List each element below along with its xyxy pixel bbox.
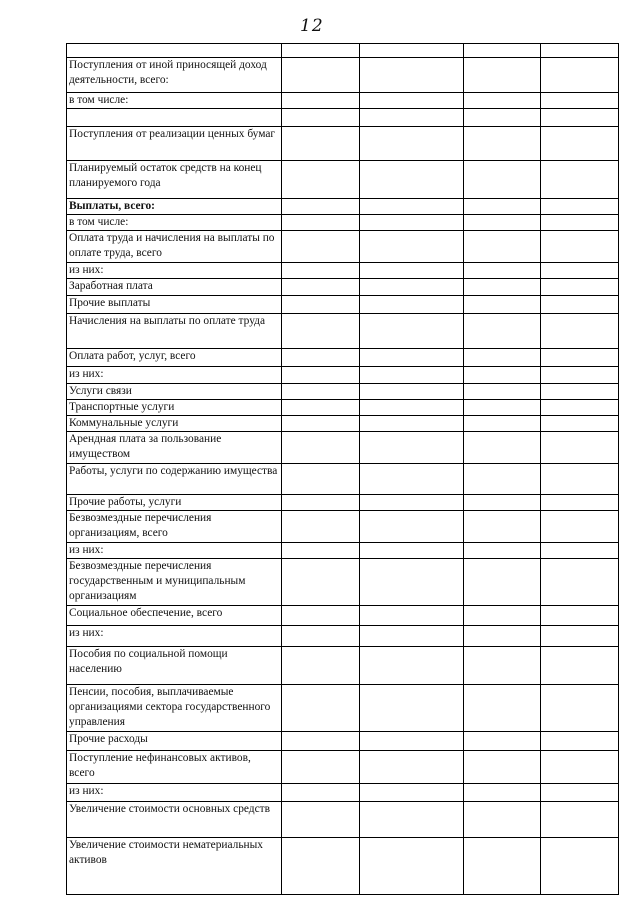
table-row: [67, 802, 619, 838]
page-number: 12: [300, 16, 324, 36]
value-cell: [360, 416, 464, 432]
value-cell: [282, 384, 360, 400]
value-cell: [360, 263, 464, 279]
value-cell: [464, 838, 541, 895]
row-label: из них:: [67, 263, 282, 279]
value-cell: [360, 685, 464, 732]
value-cell: [360, 559, 464, 606]
value-cell: [360, 732, 464, 751]
value-cell: [541, 416, 619, 432]
table-row: [67, 296, 619, 314]
table-row: [67, 127, 619, 161]
value-cell: [464, 384, 541, 400]
row-label: Прочие расходы: [67, 732, 282, 751]
value-cell: [541, 215, 619, 231]
row-label: Оплата работ, услуг, всего: [67, 349, 282, 367]
row-label: Безвозмездные перечисления организациям, всего: [67, 511, 282, 543]
value-cell: [464, 606, 541, 626]
value-cell: [541, 400, 619, 416]
value-cell: [360, 44, 464, 58]
value-cell: [464, 432, 541, 464]
row-label: Арендная плата за пользование имуществом: [67, 432, 282, 464]
value-cell: [360, 606, 464, 626]
value-cell: [282, 263, 360, 279]
value-cell: [282, 838, 360, 895]
table-row: [67, 93, 619, 109]
value-cell: [282, 543, 360, 559]
row-label: Поступления от реализации ценных бумаг: [67, 127, 282, 161]
value-cell: [541, 314, 619, 349]
value-cell: [541, 161, 619, 199]
value-cell: [360, 279, 464, 296]
row-label: Транспортные услуги: [67, 400, 282, 416]
value-cell: [360, 231, 464, 263]
value-cell: [541, 432, 619, 464]
row-label: Начисления на выплаты по оплате труда: [67, 314, 282, 349]
table-row: [67, 432, 619, 464]
value-cell: [464, 161, 541, 199]
row-label: Социальное обеспечение, всего: [67, 606, 282, 626]
value-cell: [541, 44, 619, 58]
value-cell: [464, 314, 541, 349]
value-cell: [464, 685, 541, 732]
table-row: [67, 685, 619, 732]
value-cell: [464, 647, 541, 685]
value-cell: [282, 58, 360, 93]
value-cell: [464, 127, 541, 161]
table-row: [67, 109, 619, 127]
row-label: Работы, услуги по содержанию имущества: [67, 464, 282, 495]
value-cell: [541, 464, 619, 495]
table-row: [67, 464, 619, 495]
value-cell: [282, 367, 360, 384]
value-cell: [464, 263, 541, 279]
table-row: [67, 314, 619, 349]
value-cell: [464, 44, 541, 58]
table-row: [67, 626, 619, 647]
value-cell: [541, 802, 619, 838]
value-cell: [541, 511, 619, 543]
value-cell: [360, 384, 464, 400]
table-row: [67, 606, 619, 626]
table-row: [67, 495, 619, 511]
value-cell: [282, 559, 360, 606]
value-cell: [360, 367, 464, 384]
value-cell: [541, 93, 619, 109]
row-label: Услуги связи: [67, 384, 282, 400]
value-cell: [360, 400, 464, 416]
value-cell: [282, 495, 360, 511]
table-row: [67, 279, 619, 296]
table-row: [67, 511, 619, 543]
value-cell: [464, 349, 541, 367]
row-label: Заработная плата: [67, 279, 282, 296]
table-row: [67, 161, 619, 199]
value-cell: [541, 543, 619, 559]
value-cell: [282, 751, 360, 784]
value-cell: [282, 93, 360, 109]
value-cell: [360, 93, 464, 109]
value-cell: [360, 58, 464, 93]
value-cell: [464, 109, 541, 127]
value-cell: [464, 279, 541, 296]
value-cell: [282, 109, 360, 127]
value-cell: [541, 231, 619, 263]
row-label: Прочие работы, услуги: [67, 495, 282, 511]
value-cell: [282, 199, 360, 215]
table-row: [67, 751, 619, 784]
row-label: Планируемый остаток средств на конец планируемого года: [67, 161, 282, 199]
value-cell: [282, 606, 360, 626]
value-cell: [360, 296, 464, 314]
row-label: из них:: [67, 784, 282, 802]
value-cell: [360, 647, 464, 685]
value-cell: [360, 495, 464, 511]
table-row: [67, 838, 619, 895]
budget-table-body: [67, 44, 619, 895]
value-cell: [541, 384, 619, 400]
budget-table: [66, 43, 619, 895]
value-cell: [541, 279, 619, 296]
value-cell: [464, 559, 541, 606]
table-row: [67, 647, 619, 685]
value-cell: [541, 732, 619, 751]
value-cell: [360, 838, 464, 895]
table-row: [67, 732, 619, 751]
value-cell: [464, 199, 541, 215]
row-label: в том числе:: [67, 215, 282, 231]
row-label: Поступления от иной приносящей доход деятельности, всего:: [67, 58, 282, 93]
value-cell: [282, 231, 360, 263]
value-cell: [360, 784, 464, 802]
table-row: [67, 199, 619, 215]
value-cell: [541, 58, 619, 93]
value-cell: [464, 511, 541, 543]
row-label: [67, 109, 282, 127]
value-cell: [282, 626, 360, 647]
value-cell: [464, 58, 541, 93]
value-cell: [360, 751, 464, 784]
table-row: [67, 231, 619, 263]
value-cell: [541, 606, 619, 626]
row-label: из них:: [67, 626, 282, 647]
value-cell: [282, 784, 360, 802]
value-cell: [541, 838, 619, 895]
value-cell: [360, 432, 464, 464]
row-label: в том числе:: [67, 93, 282, 109]
value-cell: [360, 127, 464, 161]
value-cell: [282, 416, 360, 432]
value-cell: [541, 367, 619, 384]
value-cell: [464, 784, 541, 802]
value-cell: [541, 647, 619, 685]
value-cell: [360, 161, 464, 199]
row-label: Увеличение стоимости основных средств: [67, 802, 282, 838]
value-cell: [464, 732, 541, 751]
value-cell: [541, 784, 619, 802]
value-cell: [360, 109, 464, 127]
value-cell: [360, 199, 464, 215]
value-cell: [360, 626, 464, 647]
value-cell: [282, 802, 360, 838]
value-cell: [282, 161, 360, 199]
table-row: [67, 367, 619, 384]
value-cell: [464, 93, 541, 109]
row-label: Выплаты, всего:: [67, 199, 282, 215]
value-cell: [282, 511, 360, 543]
table-row: [67, 44, 619, 58]
value-cell: [282, 279, 360, 296]
row-label: Оплата труда и начисления на выплаты по оплате труда, всего: [67, 231, 282, 263]
value-cell: [360, 543, 464, 559]
table-row: [67, 58, 619, 93]
value-cell: [282, 647, 360, 685]
value-cell: [282, 732, 360, 751]
value-cell: [541, 751, 619, 784]
value-cell: [464, 296, 541, 314]
value-cell: [282, 400, 360, 416]
row-label: Пособия по социальной помощи населению: [67, 647, 282, 685]
table-row: [67, 400, 619, 416]
value-cell: [541, 349, 619, 367]
value-cell: [282, 44, 360, 58]
value-cell: [464, 400, 541, 416]
value-cell: [282, 314, 360, 349]
value-cell: [282, 685, 360, 732]
value-cell: [541, 685, 619, 732]
table-row: [67, 559, 619, 606]
value-cell: [464, 215, 541, 231]
table-row: [67, 215, 619, 231]
value-cell: [360, 464, 464, 495]
value-cell: [282, 349, 360, 367]
value-cell: [464, 495, 541, 511]
row-label: Прочие выплаты: [67, 296, 282, 314]
table-row: [67, 416, 619, 432]
row-label: из них:: [67, 367, 282, 384]
value-cell: [282, 464, 360, 495]
table-row: [67, 543, 619, 559]
row-label: Коммунальные услуги: [67, 416, 282, 432]
value-cell: [541, 296, 619, 314]
value-cell: [541, 626, 619, 647]
value-cell: [464, 802, 541, 838]
row-label: Безвозмездные перечисления государственным и муниципальным организациям: [67, 559, 282, 606]
row-label: Пенсии, пособия, выплачиваемые организациями сектора государственного управления: [67, 685, 282, 732]
table-row: [67, 349, 619, 367]
value-cell: [360, 314, 464, 349]
value-cell: [360, 511, 464, 543]
value-cell: [282, 127, 360, 161]
value-cell: [464, 416, 541, 432]
value-cell: [464, 231, 541, 263]
value-cell: [464, 543, 541, 559]
value-cell: [360, 802, 464, 838]
value-cell: [360, 215, 464, 231]
value-cell: [541, 559, 619, 606]
table-row: [67, 263, 619, 279]
value-cell: [464, 367, 541, 384]
value-cell: [541, 127, 619, 161]
value-cell: [541, 109, 619, 127]
value-cell: [360, 349, 464, 367]
row-label: из них:: [67, 543, 282, 559]
table-row: [67, 784, 619, 802]
table-row: [67, 384, 619, 400]
value-cell: [282, 296, 360, 314]
row-label: Поступление нефинансовых активов, всего: [67, 751, 282, 784]
value-cell: [541, 199, 619, 215]
value-cell: [541, 495, 619, 511]
value-cell: [282, 432, 360, 464]
value-cell: [464, 626, 541, 647]
row-label: [67, 44, 282, 58]
value-cell: [541, 263, 619, 279]
row-label: Увеличение стоимости нематериальных активов: [67, 838, 282, 895]
value-cell: [464, 751, 541, 784]
value-cell: [282, 215, 360, 231]
value-cell: [464, 464, 541, 495]
